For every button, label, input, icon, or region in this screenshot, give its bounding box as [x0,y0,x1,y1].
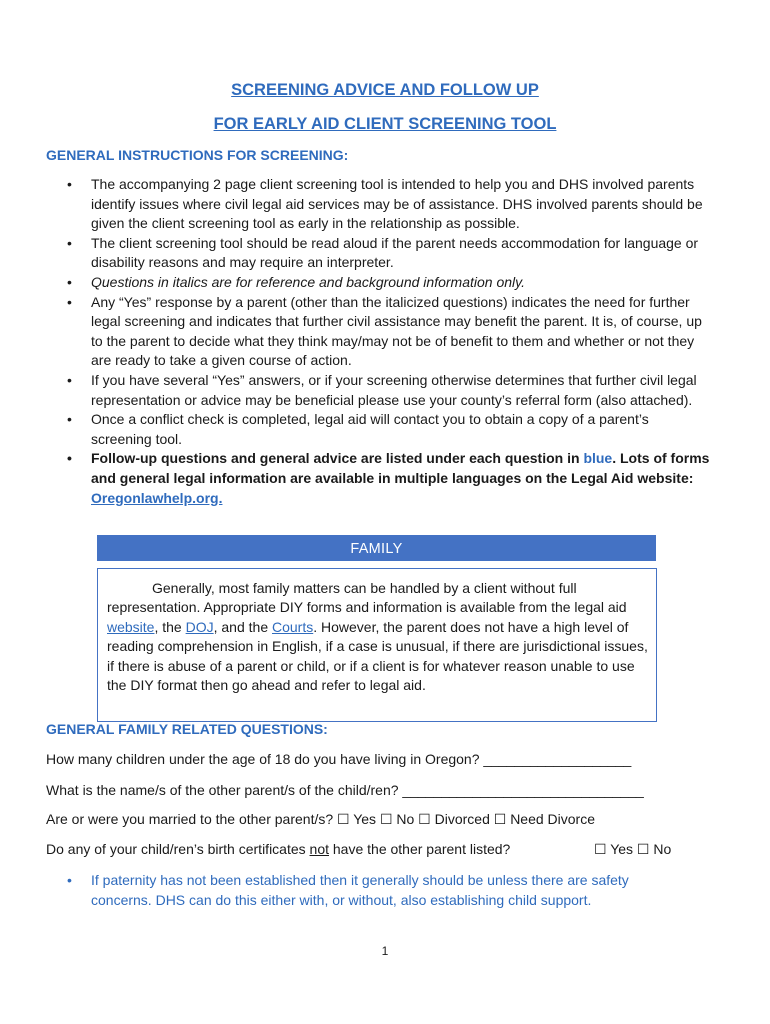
page-number: 1 [381,944,389,958]
list-item: • Any “Yes” response by a parent (other than the italicized questions) indicates the need for further legal screening and indicates that further civil assistance may benefit the parent. It is, of course, up to the parent to decide what they think may/may not be of benefit to them and whether or not they are ready to take a given course of action. [67,293,702,369]
blue-word: blue [583,450,613,467]
courts-link[interactable]: Courts [272,618,314,635]
bullet-icon: • [67,234,72,251]
family-info-box: Generally, most family matters can be handled by a client without full representation. Appropriate DIY forms and information is available from the legal aid website, the DOJ, and the Courts. However, the parent does not have a high level of reading comprehension in English, if a case is unusual, if there are jurisdictional issues, if there is abuse of a parent or child, or if a client is for whatever reason unable to use the DIY format then go ahead and refer to legal aid. [97,568,657,722]
list-item: • The client screening tool should be read aloud if the parent needs accommodation for language or disability reasons and may require an interpreter. [67,234,699,271]
bullet-icon: • [67,293,72,310]
list-item: • Questions in italics are for reference and background information only. [0,273,770,293]
doj-link[interactable]: DOJ [185,618,214,635]
question-children-count: How many children under the age of 18 do you have living in Oregon? ___________________ [46,751,632,767]
instructions-list [0,175,770,508]
oregonlawhelp-link[interactable]: Oregonlawhelp.org. [91,489,223,506]
family-questions-heading: GENERAL FAMILY RELATED QUESTIONS: [46,721,328,737]
family-section-bar: FAMILY [97,535,656,561]
document-title-line2: FOR EARLY AID CLIENT SCREENING TOOL [213,115,557,133]
list-item: • If you have several “Yes” answers, or if your screening otherwise determines that further civil legal representation or advice may be beneficial please use your county’s referral form (also attached). [67,371,697,408]
list-item: • Once a conflict check is completed, legal aid will contact you to obtain a copy of a parent’s screening tool. [67,411,649,447]
list-item: • The accompanying 2 page client screening tool is intended to help you and DHS involved parents identify issues where civil legal aid services may be of assistance. DHS involved parents should be given the client screening tool as early in the relationship as possible. [67,176,703,232]
follow-up-bullet: • Follow-up questions and general advice are listed under each question in blue. Lots of forms and general legal information are available in multiple languages on the Legal Aid website: Oregonlawhelp.org. [67,450,710,506]
question-birth-certificate: Do any of your child/ren’s birth certificates not have the other parent listed? [46,841,511,857]
general-instructions-heading: GENERAL INSTRUCTIONS FOR SCREENING: [46,147,349,163]
bullet-icon: • [67,450,72,467]
bullet-icon: • [67,273,72,290]
document-title-line1: SCREENING ADVICE AND FOLLOW UP [231,81,539,99]
paternity-note: • If paternity has not been established then it generally should be unless there are safety concerns. DHS can do this either with, or without, also establishing child support. [67,872,629,908]
question-other-parent-name: What is the name/s of the other parent/s of the child/ren? _______________________________ [46,782,644,798]
bullet-icon: • [67,872,72,888]
bullet-icon: • [67,176,72,192]
bullet-icon: • [67,411,72,428]
birth-certificate-options: ☐ Yes ☐ No [594,841,672,857]
website-link[interactable]: website [107,618,155,635]
question-marital-status: Are or were you married to the other parent/s? ☐ Yes ☐ No ☐ Divorced ☐ Need Divorce [46,811,596,827]
bullet-icon: • [67,371,72,388]
